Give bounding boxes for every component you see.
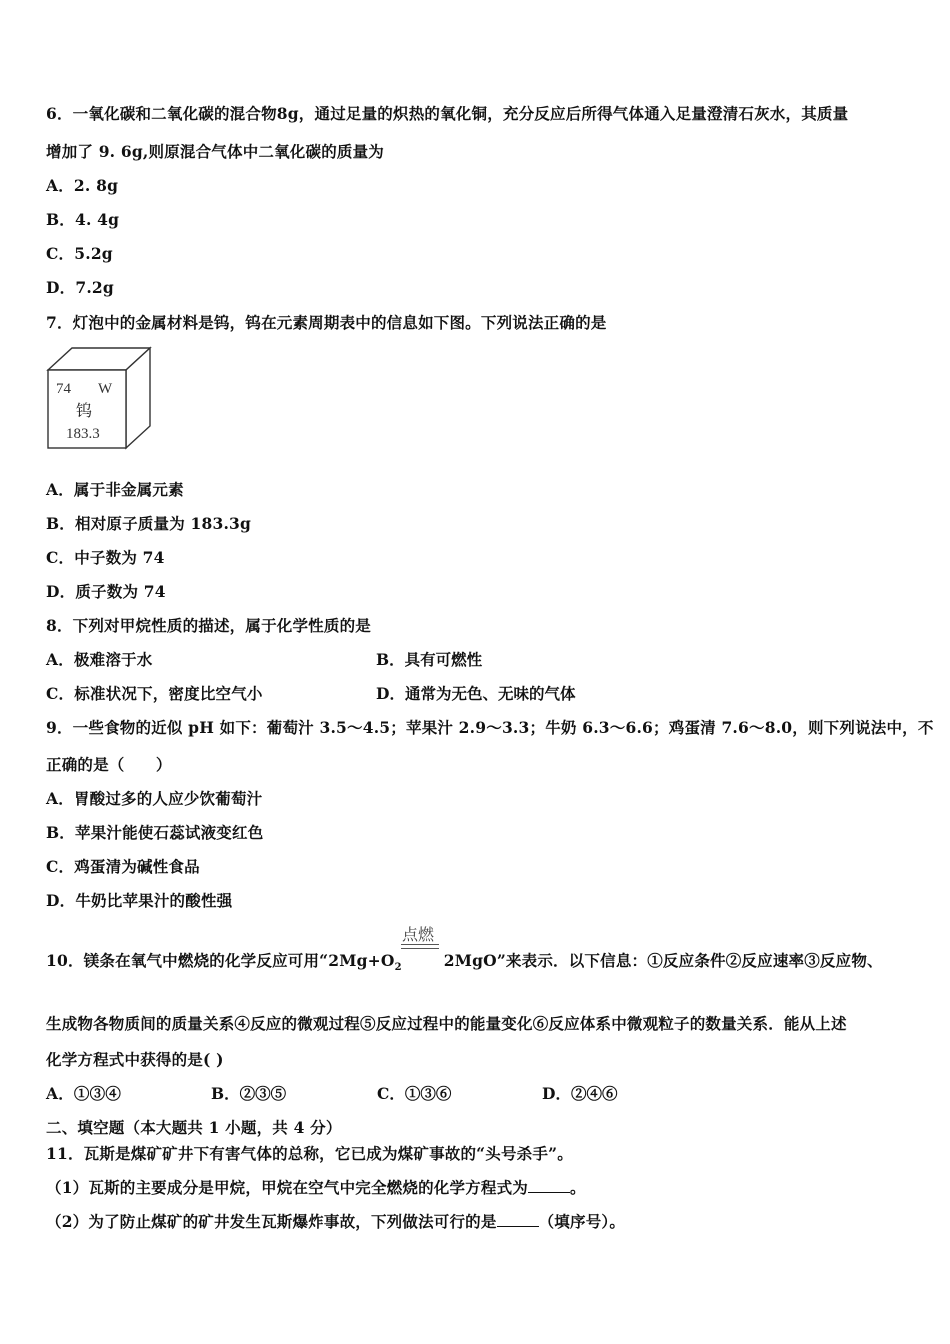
q9-option-a: A．胃酸过多的人应少饮葡萄汁 — [46, 789, 263, 808]
q7-option-c: C．中子数为 74 — [46, 548, 165, 567]
q9-option-d: D．牛奶比苹果汁的酸性强 — [46, 891, 233, 910]
q11-sub2-text: （2）为了防止煤矿的矿井发生瓦斯爆炸事故，下列做法可行的是 — [46, 1212, 497, 1231]
q9-stem-line2: 正确的是（ ） — [46, 755, 172, 774]
q11-stem: 11．瓦斯是煤矿矿井下有害气体的总称，它已成为煤矿事故的“头号杀手”。 — [46, 1144, 573, 1163]
element-name: 钨 — [76, 401, 93, 420]
answer-blank-1[interactable] — [528, 1178, 570, 1193]
section-title: 二、填空题（本大题共 1 小题，共 4 分） — [46, 1118, 342, 1137]
q10-stem-line2: 生成物各物质间的质量关系④反应的微观过程⑤反应过程中的能量变化⑥反应体系中微观粒子的数量关系．能从上述 — [46, 1014, 847, 1033]
q9-stem-line1: 9．一些食物的近似 pH 如下：葡萄汁 3.5～4.5；苹果汁 2.9～3.3；牛奶 6.3～6.6；鸡蛋清 7.6～8.0，则下列说法中，不 — [46, 718, 934, 737]
q7-option-a: A．属于非金属元素 — [46, 480, 184, 499]
q8-option-b: B．具有可燃性 — [376, 650, 483, 669]
reaction-condition-label: 点燃 — [402, 925, 435, 944]
q10-oxygen-subscript: 2 — [394, 962, 402, 974]
q10-option-d: D．②④⑥ — [542, 1084, 618, 1103]
q10-option-a: A．①③④ — [46, 1084, 122, 1103]
q6-stem-line2: 增加了 9. 6g,则原混合气体中二氧化碳的质量为 — [46, 142, 384, 161]
q7-option-b: B．相对原子质量为 183.3g — [46, 514, 252, 533]
q9-option-b: B．苹果汁能使石蕊试液变红色 — [46, 823, 264, 842]
q6-option-c: C．5.2g — [46, 244, 113, 263]
q8-stem: 8．下列对甲烷性质的描述，属于化学性质的是 — [46, 616, 371, 635]
q6-option-a: A．2. 8g — [46, 176, 119, 195]
q7-stem: 7．灯泡中的金属材料是钨，钨在元素周期表中的信息如下图。下列说法正确的是 — [46, 313, 607, 332]
element-mass: 183.3 — [66, 426, 100, 442]
q6-option-b: B．4. 4g — [46, 210, 120, 229]
q10-option-b: B．②③⑤ — [211, 1084, 287, 1103]
q6-stem-line1: 6．一氧化碳和二氧化碳的混合物8g，通过足量的炽热的氧化铜，充分反应后所得气体通入足量澄清石灰水，其质量 — [46, 104, 849, 123]
q10-stem-part1: 10．镁条在氧气中燃烧的化学反应可用“2Mg+O — [46, 951, 395, 970]
q10-stem-part2: 2MgO”来表示．以下信息：①反应条件②反应速率③反应物、 — [443, 951, 883, 970]
q8-option-d: D．通常为无色、无味的气体 — [376, 684, 576, 703]
q8-option-c: C．标准状况下，密度比空气小 — [46, 684, 263, 703]
q11-sub2-end: （填序号）。 — [538, 1212, 626, 1231]
q11-sub1-text: （1）瓦斯的主要成分是甲烷，甲烷在空气中完全燃烧的化学方程式为 — [46, 1178, 528, 1197]
q10-stem-line1 — [46, 949, 883, 973]
q9-option-c: C．鸡蛋清为碱性食品 — [46, 857, 200, 876]
q10-stem-line3: 化学方程式中获得的是( ) — [46, 1050, 224, 1069]
element-symbol: W — [98, 381, 113, 397]
element-tile-figure — [46, 346, 154, 450]
q7-option-d: D．质子数为 74 — [46, 582, 166, 601]
equals-bar-top — [401, 944, 439, 945]
q11-sub1 — [46, 1176, 586, 1198]
q11-sub1-end: 。 — [570, 1178, 586, 1197]
element-number: 74 — [56, 381, 71, 397]
q8-option-a: A．极难溶于水 — [46, 650, 153, 669]
q6-option-d: D．7.2g — [46, 278, 114, 297]
q11-sub2 — [46, 1210, 625, 1232]
q10-option-c: C．①③⑥ — [377, 1084, 452, 1103]
answer-blank-2[interactable] — [497, 1212, 539, 1227]
